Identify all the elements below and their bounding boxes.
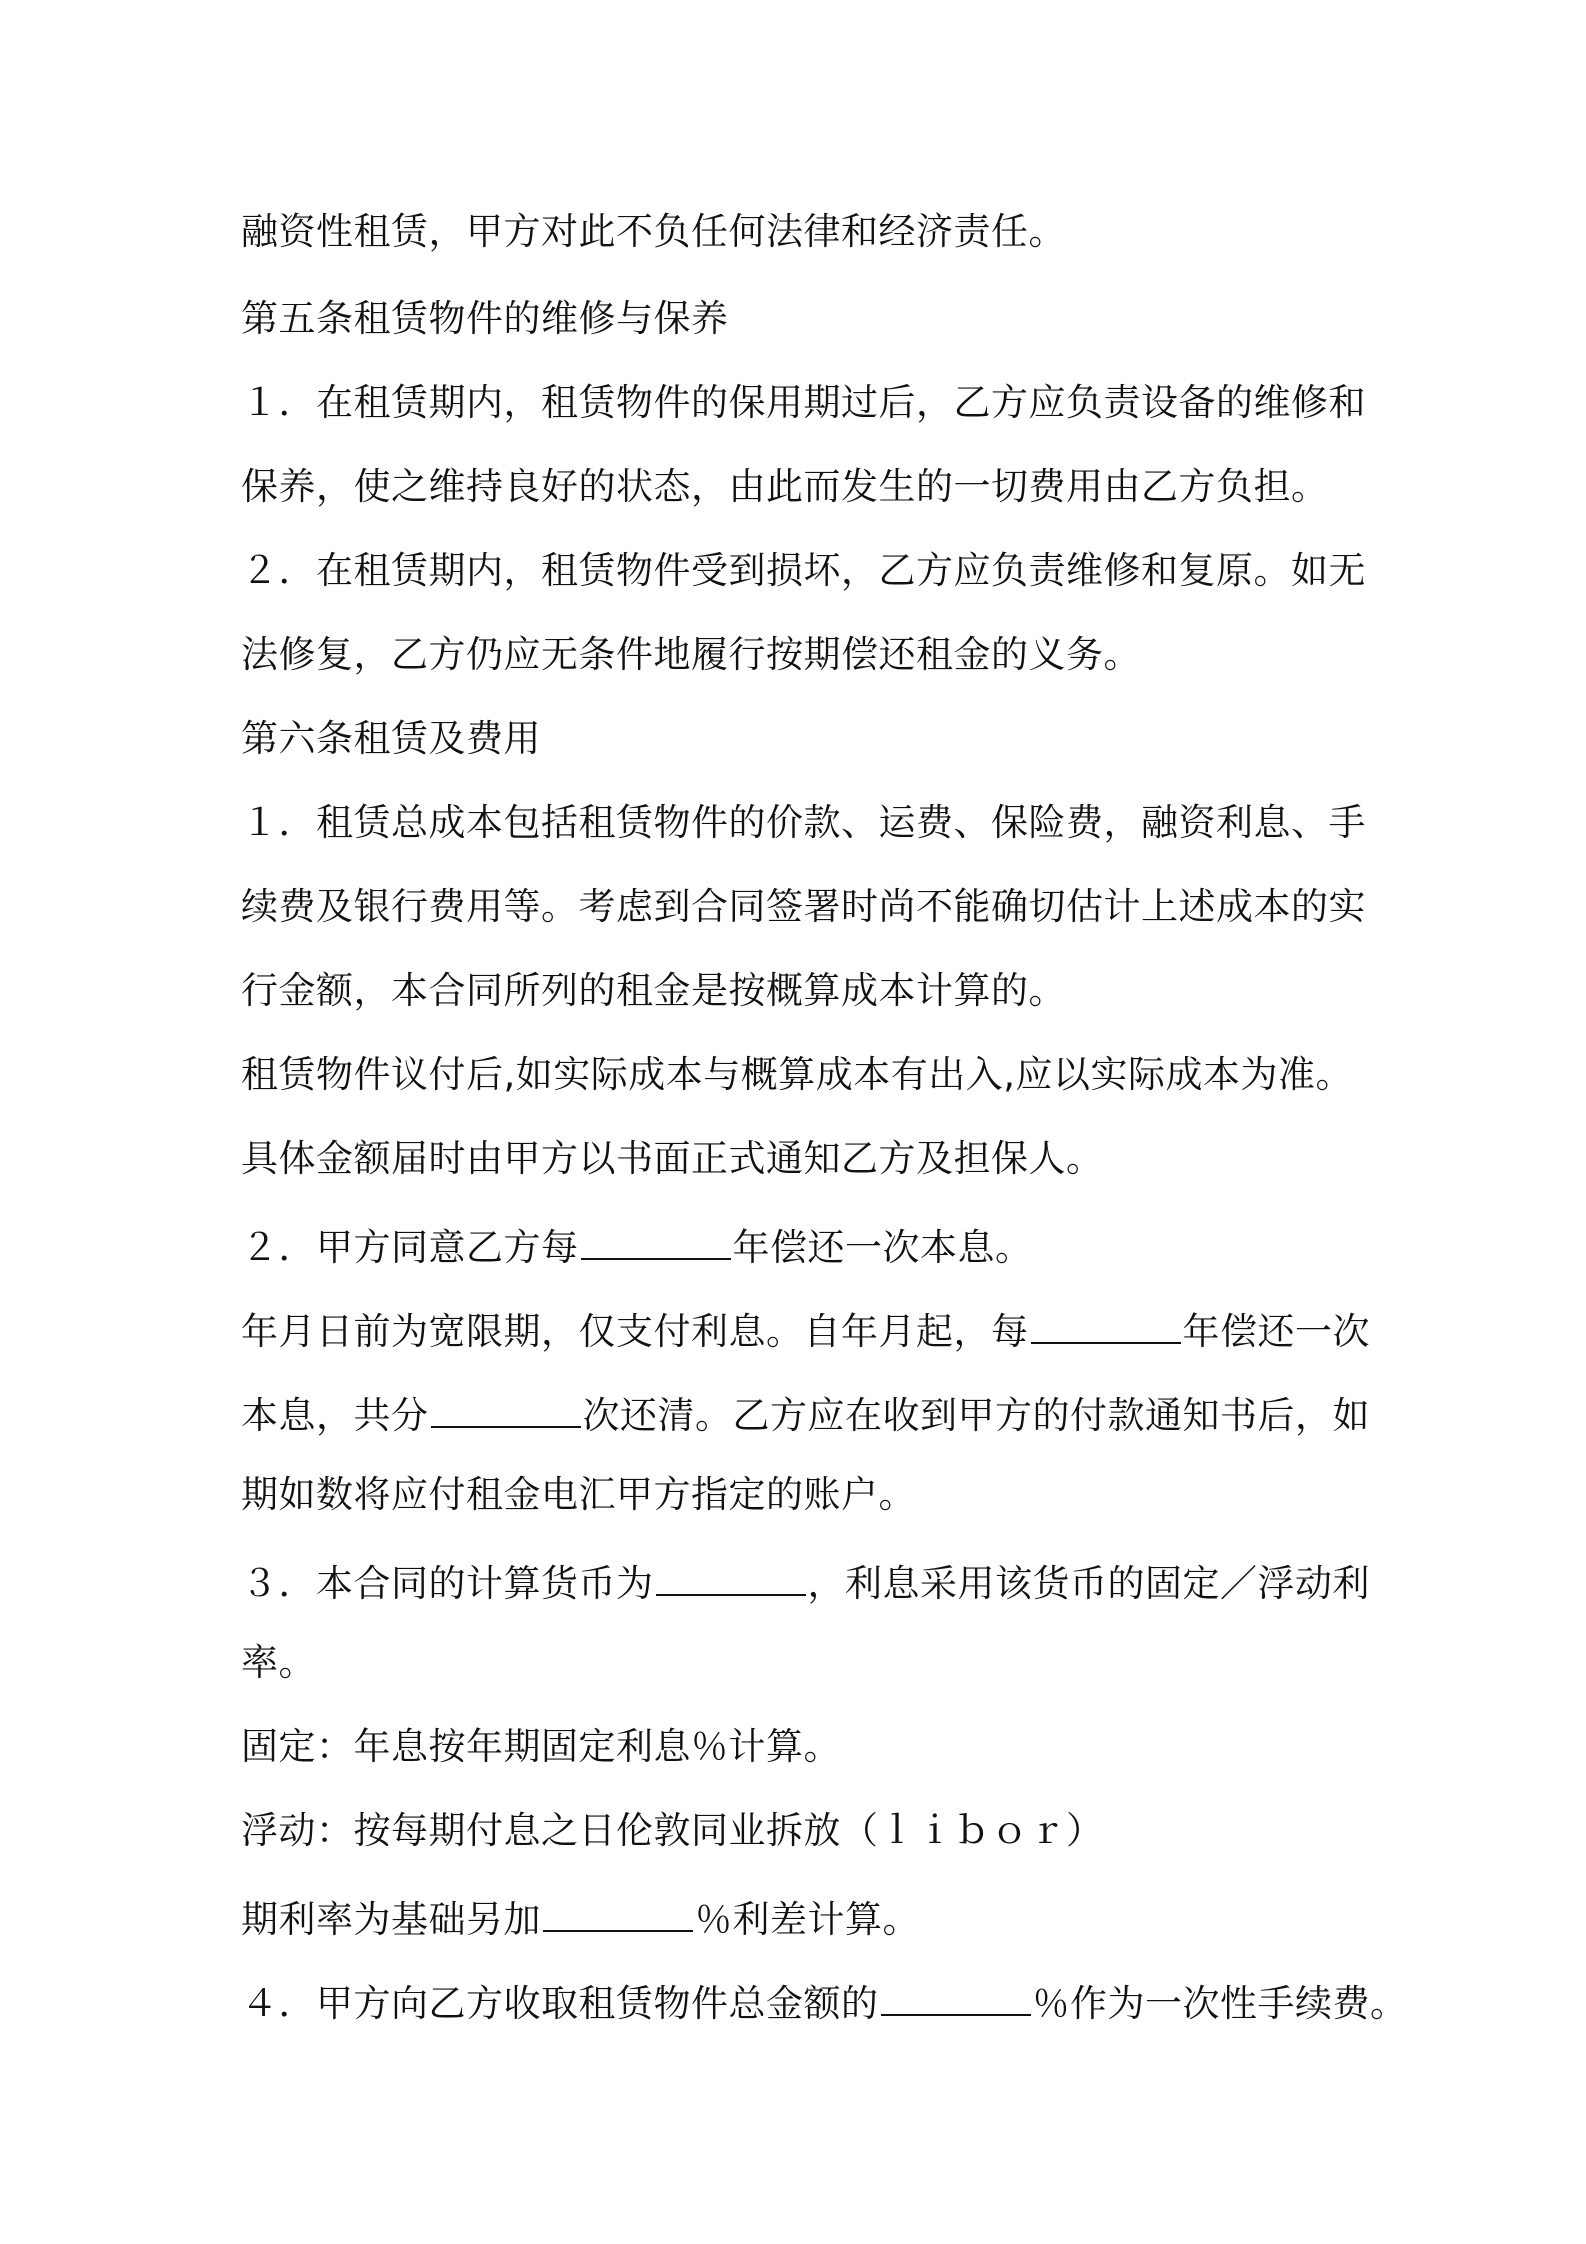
paragraph-line: 续费及银行费用等。考虑到合同签署时尚不能确切估计上述成本的实 [241, 885, 1366, 928]
paragraph-line [241, 1890, 1381, 1940]
paragraph-line [241, 1974, 1408, 2025]
paragraph-line: 保养，使之维持良好的状态，由此而发生的一切费用由乙方负担。 [241, 465, 1329, 508]
paragraph-line [241, 1386, 1381, 1436]
fill-in-blank-spread[interactable] [543, 1890, 693, 1932]
line-text: 年月日前为宽限期，仅支付利息。自年月起，每 [241, 1310, 1029, 1353]
fill-in-blank-years[interactable] [1031, 1302, 1181, 1344]
line-text: 年偿还一次本息。 [732, 1226, 1033, 1269]
article-heading: 第五条租赁物件的维修与保养 [241, 297, 729, 340]
paragraph-line [241, 1218, 1381, 1268]
paragraph-line [241, 1302, 1381, 1352]
paragraph-line: 固定：年息按年期固定利息％计算。 [241, 1725, 841, 1768]
paragraph-line: ２．在租赁期内，租赁物件受到损坏，乙方应负责维修和复原。如无 [241, 549, 1366, 592]
line-text: ４．甲方向乙方收取租赁物件总金额的 [241, 1982, 879, 2025]
paragraph-line: 率。 [241, 1641, 316, 1684]
line-text: ３．本合同的计算货币为 [241, 1562, 654, 1605]
line-text: 年偿还一次 [1182, 1310, 1370, 1353]
line-text: 次还清。乙方应在收到甲方的付款通知书后，如 [582, 1394, 1370, 1437]
line-text: 期利率为基础另加 [241, 1898, 541, 1941]
line-text: ％利差计算。 [695, 1898, 920, 1941]
paragraph-line: １．租赁总成本包括租赁物件的价款、运费、保险费，融资利息、手 [241, 801, 1366, 844]
paragraph-line: 浮动：按每期付息之日伦敦同业拆放（ｌｉｂｏｒ） [241, 1809, 1104, 1852]
paragraph-line: 租赁物件议付后,如实际成本与概算成本有出入,应以实际成本为准。 [241, 1053, 1354, 1096]
fill-in-blank-currency[interactable] [656, 1554, 806, 1596]
paragraph-line [241, 1554, 1381, 1604]
fill-in-blank-fee-percent[interactable] [881, 1974, 1031, 2016]
line-text: ％作为一次性手续费。 [1032, 1982, 1408, 2025]
paragraph-line: 行金额，本合同所列的租金是按概算成本计算的。 [241, 969, 1066, 1012]
article-heading: 第六条租赁及费用 [241, 717, 541, 760]
line-text: ，利息采用该货币的固定／浮动利 [807, 1562, 1370, 1605]
paragraph-line: 融资性租赁，甲方对此不负任何法律和经济责任。 [241, 210, 1066, 253]
line-text: ２．甲方同意乙方每 [241, 1226, 579, 1269]
fill-in-blank-installments[interactable] [431, 1386, 581, 1428]
paragraph-line: 期如数将应付租金电汇甲方指定的账户。 [241, 1473, 916, 1516]
paragraph-line: 法修复，乙方仍应无条件地履行按期偿还租金的义务。 [241, 633, 1141, 676]
fill-in-blank-years[interactable] [581, 1218, 731, 1260]
paragraph-line: 具体金额届时由甲方以书面正式通知乙方及担保人。 [241, 1137, 1104, 1180]
line-text: 本息，共分 [241, 1394, 429, 1437]
paragraph-line: １．在租赁期内，租赁物件的保用期过后，乙方应负责设备的维修和 [241, 381, 1366, 424]
